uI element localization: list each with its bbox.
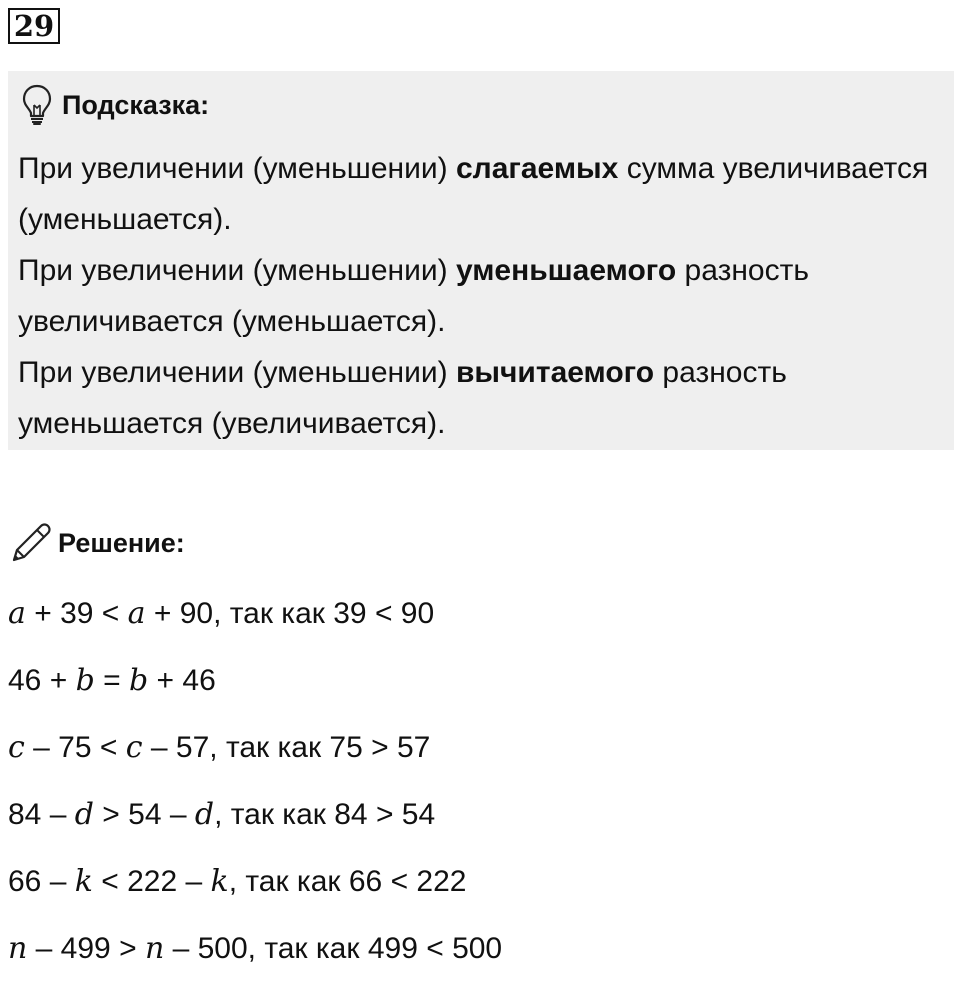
hint-paragraph: При увеличении (уменьшении) слагаемых сумма увеличивается (уменьшается). bbox=[18, 152, 929, 236]
hint-body bbox=[18, 143, 938, 449]
solution-line: 46 + b = b + 46 bbox=[8, 663, 216, 698]
solution-line: 84 – d > 54 – d, так как 84 > 54 bbox=[8, 797, 436, 832]
task-number-box bbox=[8, 8, 60, 44]
solution-line: c – 75 < c – 57, так как 75 > 57 bbox=[8, 730, 431, 765]
hint-paragraph: При увеличении (уменьшении) уменьшаемого разность увеличивается (уменьшается). bbox=[18, 254, 809, 338]
hint-box bbox=[8, 71, 954, 450]
solution-line: a + 39 < a + 90, так как 39 < 90 bbox=[8, 596, 435, 631]
solution-line: n – 499 > n – 500, так как 499 < 500 bbox=[8, 931, 503, 966]
solution-header bbox=[8, 520, 185, 566]
lightbulb-icon bbox=[20, 83, 54, 127]
hint-header bbox=[20, 83, 209, 127]
hint-title: Подсказка: bbox=[62, 89, 210, 120]
task-number: 29 bbox=[13, 8, 55, 43]
pencil-icon bbox=[8, 520, 54, 566]
solution-title: Решение: bbox=[58, 527, 185, 558]
solution-line: 66 – k < 222 – k, так как 66 < 222 bbox=[8, 864, 467, 899]
solution-lines bbox=[8, 590, 948, 992]
hint-paragraph: При увеличении (уменьшении) вычитаемого разность уменьшается (увеличивается). bbox=[18, 356, 787, 440]
